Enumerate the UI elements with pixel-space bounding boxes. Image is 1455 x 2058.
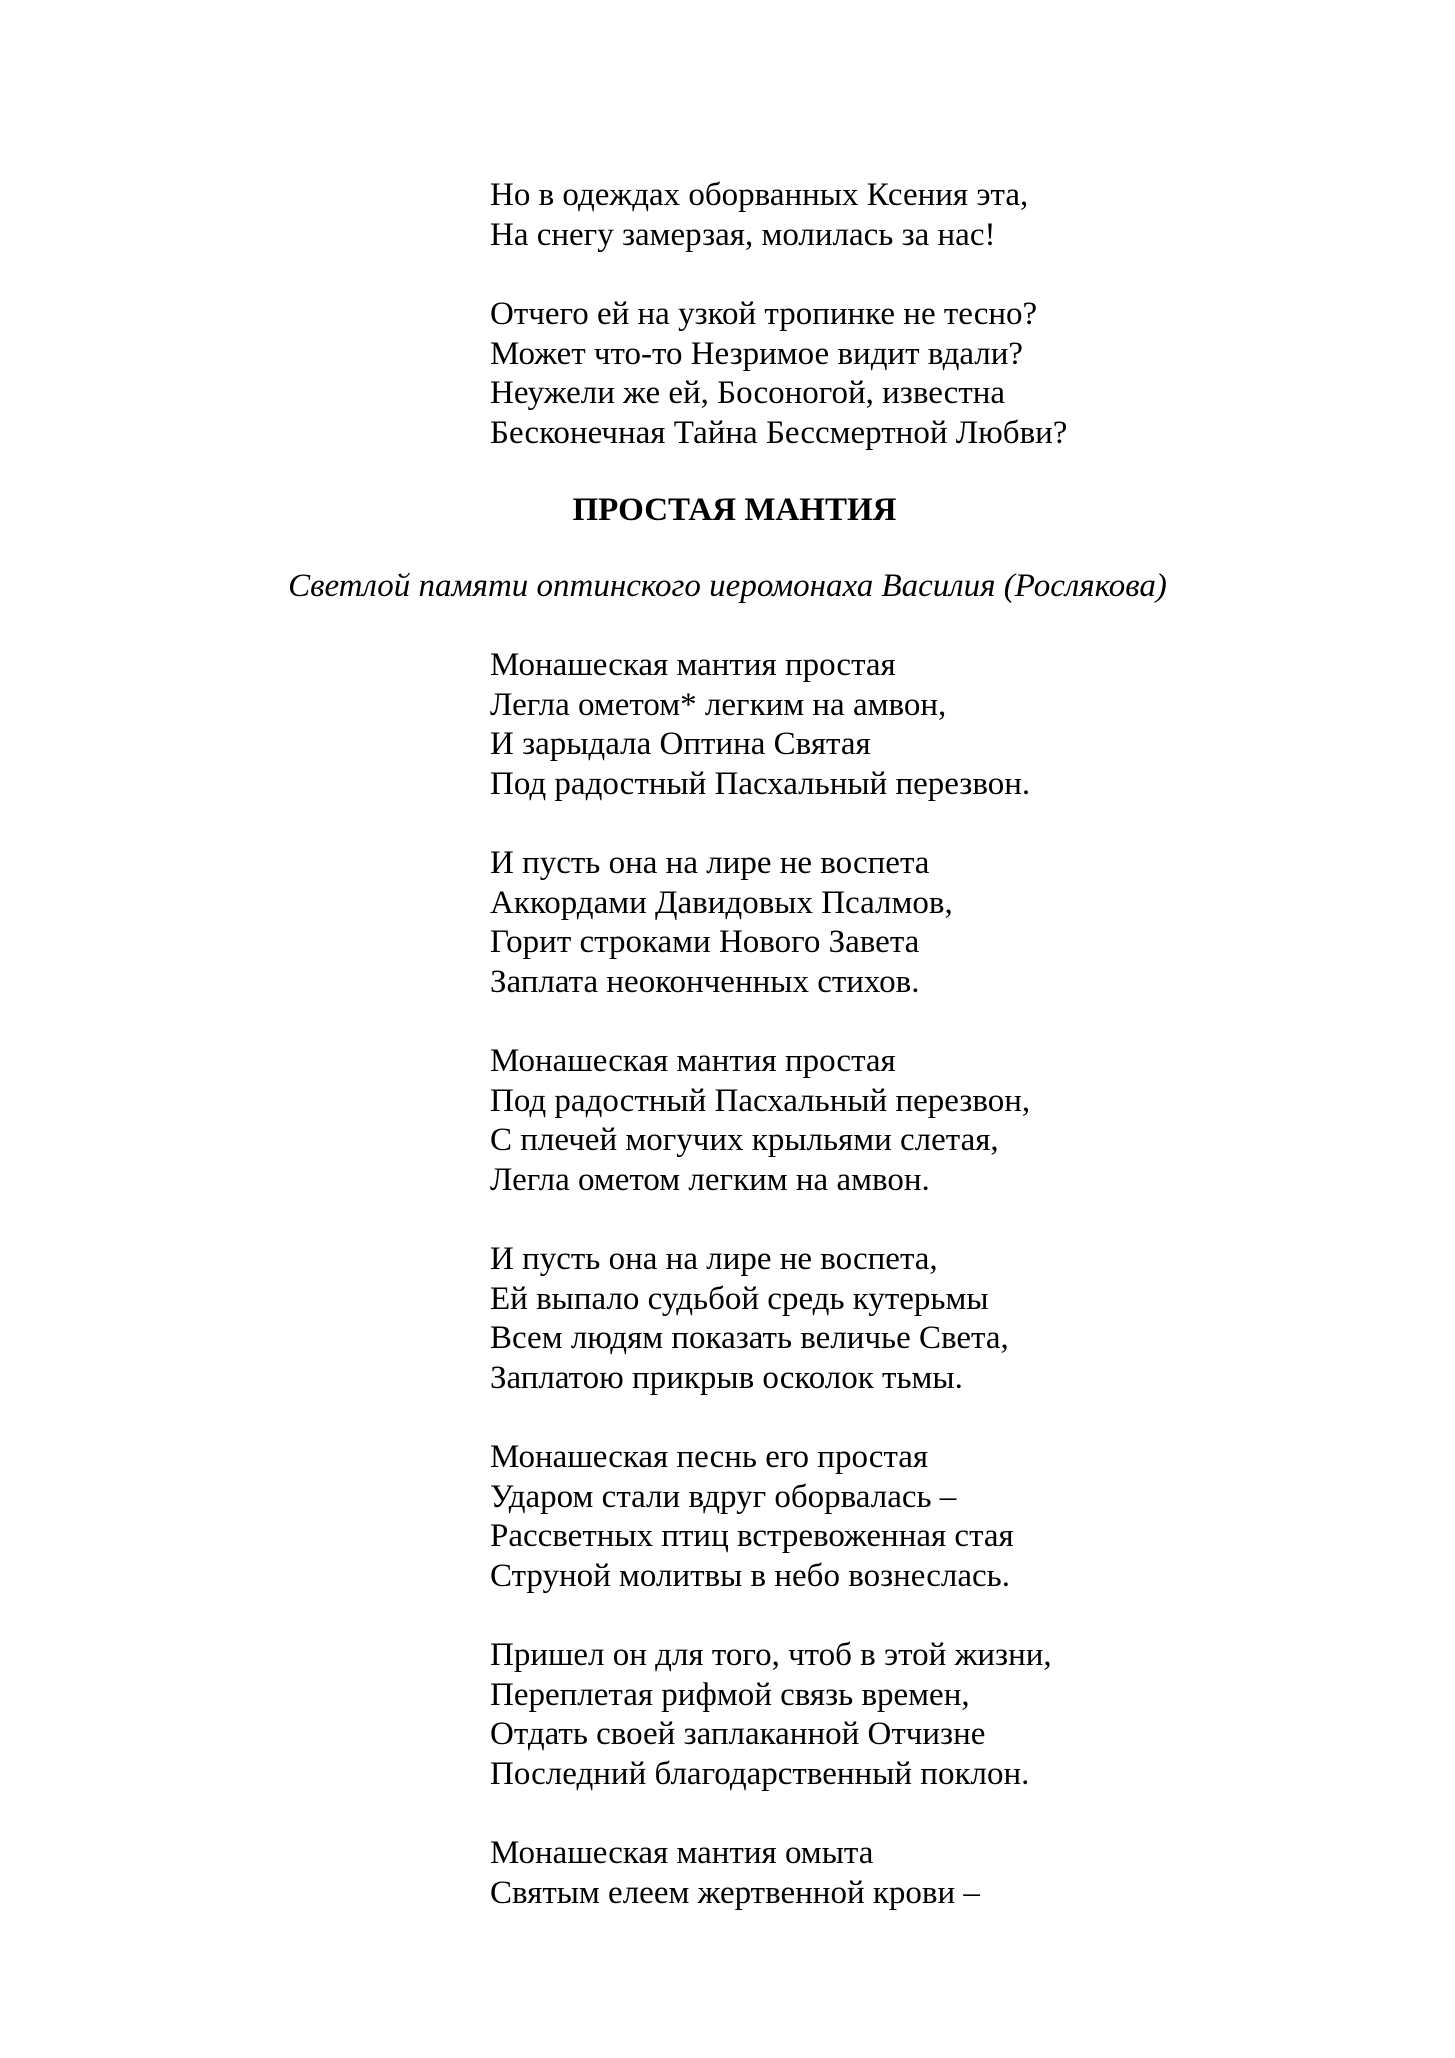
verse-line: На снегу замерзая, молилась за нас! (490, 216, 996, 253)
verse-line: Монашеская песнь его простая (490, 1439, 929, 1475)
stanza (490, 1240, 1009, 1398)
verse-line: И зарыдала Оптина Святая (490, 726, 871, 763)
stanza (490, 295, 1067, 453)
stanza (490, 844, 953, 1002)
verse-line: Заплатою прикрыв осколок тьмы. (490, 1359, 963, 1396)
stanza (490, 646, 1030, 804)
poem-title: ПРОСТАЯ МАНТИЯ (572, 492, 897, 528)
verse-line: Может что-то Незримое видит вдали? (490, 335, 1024, 372)
verse-line: Рассветных птиц встревоженная стая (490, 1518, 1014, 1555)
verse-line: Последний благодарственный поклон. (490, 1755, 1030, 1792)
verse-line: Монашеская мантия простая (490, 1043, 896, 1079)
stanza (490, 1042, 1030, 1200)
verse-line: Под радостный Пасхальный перезвон. (490, 765, 1031, 802)
stanza (490, 1834, 980, 1913)
verse-line: Монашеская мантия омыта (490, 1835, 874, 1871)
verse-line: Под радостный Пасхальный перезвон, (490, 1082, 1031, 1119)
stanza (490, 1438, 1014, 1596)
verse-line: Аккордами Давидовых Псалмов, (490, 884, 953, 921)
verse-line: Отчего ей на узкой тропинке не тесно? (490, 296, 1038, 332)
verse-line: Легла ометом легким на амвон. (490, 1161, 930, 1198)
verse-line: Бесконечная Тайна Бессмертной Любви? (490, 414, 1068, 451)
verse-line: И пусть она на лире не воспета, (490, 1241, 938, 1277)
verse-line: Легла ометом* легким на амвон, (490, 686, 947, 723)
verse-line: Ей выпало судьбой средь кутерьмы (490, 1280, 989, 1317)
verse-line: Святым елеем жертвенной крови – (490, 1874, 980, 1911)
verse-line: Пришел он для того, чтоб в этой жизни, (490, 1637, 1052, 1673)
verse-line: Неужели же ей, Босоногой, известна (490, 375, 1006, 412)
verse-line: Переплетая рифмой связь времен, (490, 1676, 970, 1713)
verse-line: Отдать своей заплаканной Отчизне (490, 1716, 986, 1753)
verse-line: Монашеская мантия простая (490, 647, 896, 683)
verse-line: Ударом стали вдруг оборвалась – (490, 1478, 957, 1515)
poem-dedication: Светлой памяти оптинского иеромонаха Василия (Рослякова) (288, 568, 1167, 604)
verse-line: Заплата неоконченных стихов. (490, 963, 920, 1000)
verse-line: Но в одеждах оборванных Ксения эта, (490, 177, 1029, 213)
verse-line: Струной молитвы в небо вознеслась. (490, 1557, 1010, 1594)
verse-line: И пусть она на лире не воспета (490, 845, 930, 881)
stanza (490, 176, 1028, 255)
verse-line: Горит строками Нового Завета (490, 924, 920, 961)
verse-line: Всем людям показать величье Света, (490, 1320, 1009, 1357)
stanza (490, 1636, 1052, 1794)
verse-line: С плечей могучих крыльями слетая, (490, 1122, 999, 1159)
